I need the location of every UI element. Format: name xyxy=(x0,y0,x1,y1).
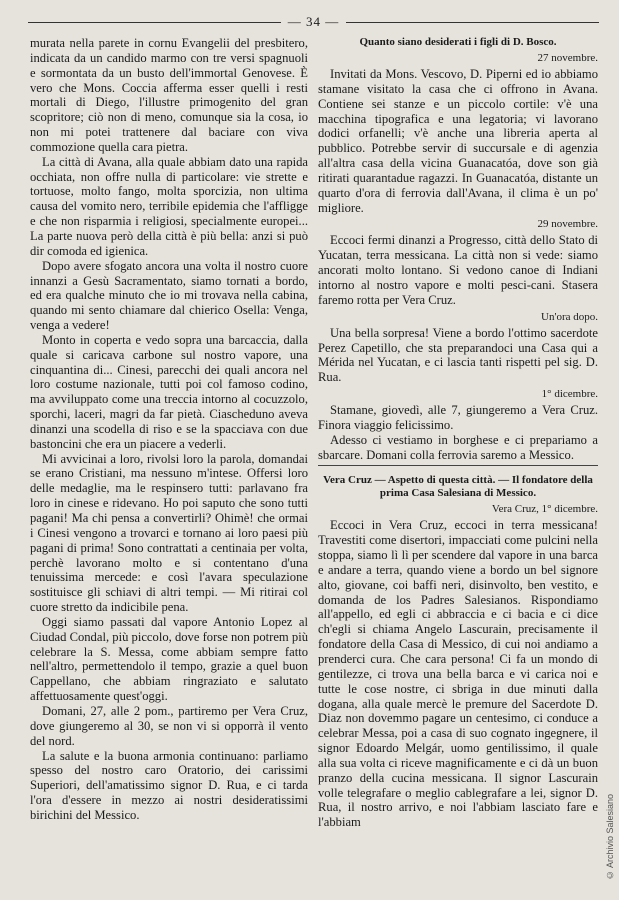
header-rule-right xyxy=(346,22,599,23)
right-column xyxy=(318,36,598,830)
paragraph: Stamane, giovedì, alle 7, giungeremo a Vera Cruz. Finora viaggio felicissimo. xyxy=(318,403,598,432)
paragraph: Eccoci in Vera Cruz, eccoci in terra messicana! Travestiti come disertori, impacciati come pulcini nella stoppa, siamo lì lì per scendere dal vapore in una barca e andare a terra, quando viene a bordo un bel signore alto, giovane, coi baffi neri, disinvolto, ben vestito, e domanda de los Padres Salesianos. Rispondiamo all'appello, ed egli ci abbraccia e ci bacia e ci dice ch'egli si chiama Angelo Lascurain, precisamente il fondatore della Casa di Messico, di cui noi andiamo a prenderci cura. Che cara persona! Ci fa un mondo di gentilezze, ci trova una bella barca e vi carica noi e tutte le cose nostre, ci sbriga in due minuti dalla dogana, alla quale mercè le premure del Sacerdote D. Diaz non dovemmo pagare un centesimo, ci conduce a celebrar Messa, poi a casa di suo cognato ingegnere, il signor Edoardo Melgár, uomo gentilissimo, il quale alla sua volta ci riceve magnificamente e ci dà un buon pranzo della cucina messicana. Il signor Lascurain volle telegrafare o meglio cablegrafare a lei, signor D. Rua, il nostro arrivo, e noi l'abbiam lasciato fare e l'abbiam xyxy=(318,518,598,830)
entry-date: 1° dicembre. xyxy=(541,388,598,401)
paragraph: Invitati da Mons. Vescovo, D. Piperni ed io abbiamo stamane visitato la casa che ci offrono in Avana. Contiene sei stanze e un piccolo cortile: v'è una macchina tipografica e una legatoria; vi lavorano dodici orfanelli; v'è anche una libreria aperta al pubblico. Potrebbe servir di succursale e di agenzia all'altra casa della vicina Guanacatóa, dove son già ritirati quarantadue ragazzi. In Guanacatóa, distante un quarto d'ora di ferrovia dall'Avana, il clima è un po' migliore. xyxy=(318,67,598,215)
paragraph: Adesso ci vestiamo in borghese e ci prepariamo a sbarcare. Domani colla ferrovia saremo a Messico. xyxy=(318,432,598,462)
section-divider xyxy=(318,465,598,466)
entry-date: Vera Cruz, 1° dicembre. xyxy=(491,503,598,516)
left-column xyxy=(30,36,308,823)
paragraph: murata nella parete in cornu Evangelii del presbitero, indicata da un candido marmo con tre versi spagnuoli e sormontata da un busto dell'immortal Genovese. È vero che Mons. Coccia afferma esser quelli i resti mortali di Diego, l'illustre primogenito del gran scopritore; ciò non di meno, comunque sia la cosa, io non mi potei trattenere dal baciare con viva commozione quella cara pietra. xyxy=(30,36,308,154)
paragraph: Oggi siamo passati dal vapore Antonio Lopez al Ciudad Condal, più piccolo, dove forse non potrem più celebrare la S. Messa, come abbiam sempre fatto nell'altro, permettendolo il tempo, grazie a quel buon Cappellano, che abbiam ringraziato e salutato affettuosamente quest'oggi. xyxy=(30,614,308,704)
paragraph: Eccoci fermi dinanzi a Progresso, città dello Stato di Yucatan, terra messicana. La città non si vede: siamo ancorati molto lontano. Si vedono canoe di Indiani intorno al nostro vapore e molti pesci-cani. Stasera faremo rotta per Vera Cruz. xyxy=(318,233,598,307)
paragraph: Domani, 27, alle 2 pom., partiremo per Vera Cruz, dove giungeremo al 30, se non vi si opporrà il vento del nord. xyxy=(30,703,308,748)
section-title: Quanto siano desiderati i figli di D. Bosco. xyxy=(359,36,557,48)
paragraph: Mi avvicinai a loro, rivolsi loro la parola, domandai se erano Cristiani, ma nessuno m'intese. Offersi loro delle medaglie, ma le respinsero tutti: parlavano fra loro in cinese e ridevano. Ho poi saputo che sono tutti pagani! Ma chi pensa a convertirli? Ohimè! che ormai i Cinesi vengono a trovarci e tornano ai loro paesi più pagani di prima! Sono contrattati a centinaia per volta, perchè lavorano molto e si contentano d'una tenuissima mercede: e così l'avara speculazione sostituisce gli schiavi di altri tempi. — Mi ritirai col cuore stretto da indicibile pena. xyxy=(30,451,308,615)
paragraph: Una bella sorpresa! Viene a bordo l'ottimo sacerdote Perez Capetillo, che sta preparandoci una Casa qui a Mérida nel Yucatan, e ci lascia tanti rispetti pel sig. D. Rua. xyxy=(318,325,598,385)
archive-watermark: © Archivio Salesiano xyxy=(605,793,615,880)
section-title: Vera Cruz — Aspetto di questa città. — Il fondatore della prima Casa Salesiana di Messico. xyxy=(323,474,593,500)
entry-date: 29 novembre. xyxy=(537,218,598,231)
page-number: — 34 — xyxy=(287,14,340,29)
page-header xyxy=(28,14,599,30)
entry-date: Un'ora dopo. xyxy=(541,310,598,323)
entry-date: 27 novembre. xyxy=(537,52,598,64)
paragraph: La salute e la buona armonia continuano: parliamo spesso del nostro caro Oratorio, dei carissimi Superiori, dell'amatissimo signor D. Rua, e ci tarda l'ora d'essere in mezzo ai nostri desideratissimi birichini del Messico. xyxy=(30,748,308,822)
paragraph: Monto in coperta e vedo sopra una barcaccia, dalla quale si caricava carbone sul nostro vapore, una cinquantina di... Cinesi, parecchi dei quali ancora nel loro costume nazionale, tutti poi col famoso codino, ma avviluppato come una treccia intorno al cocuzzolo, sporchi, laceri, magri da far pietà. Ciascheduno aveva dinanzi una scodella di riso e se la spacciava con due bastoncini che era un piacere a vederli. xyxy=(30,332,308,451)
paragraph: La città di Avana, alla quale abbiam dato una rapida occhiata, non offre nulla di particolare: vie strette e tortuose, molto fango, molta sporcizia, non ultima causa del vomito nero, terribile epidemia che l'affligge e che non risparmia i religiosi, specialmente europei... La parte nuova però della città è più bella: anzi si può dir comoda ed igienica. xyxy=(30,154,308,258)
paragraph: Dopo avere sfogato ancora una volta il nostro cuore innanzi a Gesù Sacramentato, siamo tornati a bordo, ed era qualche minuto che io mi trovava nella cabina, quando mi sento chiamare dal chierico Osella: Venga, venga a vedere! xyxy=(30,258,308,333)
